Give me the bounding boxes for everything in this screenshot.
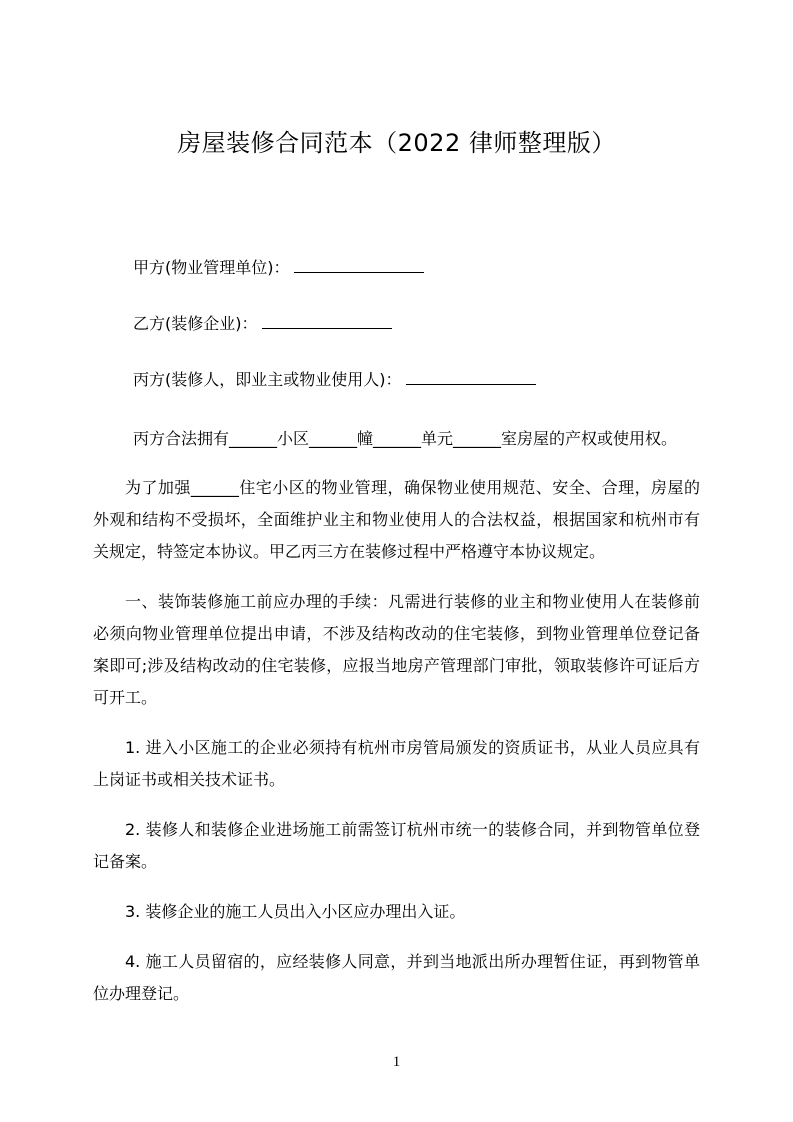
- party-label-jiafang: 甲方(物业管理单位)：: [133, 258, 290, 277]
- party-blank-bingfang[interactable]: [406, 368, 536, 385]
- party-field-bingfang: [133, 368, 700, 392]
- party-field-yifang: [133, 312, 700, 336]
- page-title: 房屋装修合同范本（2022 律师整理版）: [177, 129, 616, 157]
- paragraph-item-4: 4. 施工人员留宿的，应经装修人同意，并到当地派出所办理暂住证，再到物管单位办理登记。: [93, 952, 700, 1003]
- paragraph-section-one: 一、装饰装修施工前应办理的手续：凡需进行装修的业主和物业使用人在装修前必须向物业管理单位提出申请，不涉及结构改动的住宅装修，到物业管理单位登记备案即可;涉及结构改动的住宅装修，应报当地房产管理部门审批，领取装修许可证后方可开工。: [93, 592, 700, 707]
- page-number: 1: [392, 1054, 401, 1070]
- party-label-yifang: 乙方(装修企业)：: [133, 314, 258, 333]
- document-content: [93, 0, 700, 1010]
- party-fields-block: [93, 256, 700, 454]
- paragraph-item-3: 3. 装修企业的施工人员出入小区应办理出入证。: [125, 902, 466, 921]
- party-label-bingfang: 丙方(装修人，即业主或物业使用人)：: [133, 370, 402, 389]
- paragraph-item-2: 2. 装修人和装修企业进场施工前需签订杭州市统一的装修合同，并到物管单位登记备案。: [93, 820, 700, 871]
- party-field-jiafang: [133, 256, 700, 280]
- ownership-statement: 丙方合法拥有______小区______幢______单元______室房屋的产权或使用权。: [133, 429, 678, 448]
- party-blank-yifang[interactable]: [262, 312, 392, 329]
- paragraph-preamble: 为了加强______住宅小区的物业管理，确保物业使用规范、安全、合理，房屋的外观和结构不受损坏，全面维护业主和物业使用人的合法权益，根据国家和杭州市有关规定，特签定本协议。甲乙丙三方在装修过程中严格遵守本协议规定。: [93, 478, 700, 561]
- party-blank-jiafang[interactable]: [294, 256, 424, 273]
- paragraph-item-1: 1. 进入小区施工的企业必须持有杭州市房管局颁发的资质证书，从业人员应具有上岗证书或相关技术证书。: [93, 738, 700, 789]
